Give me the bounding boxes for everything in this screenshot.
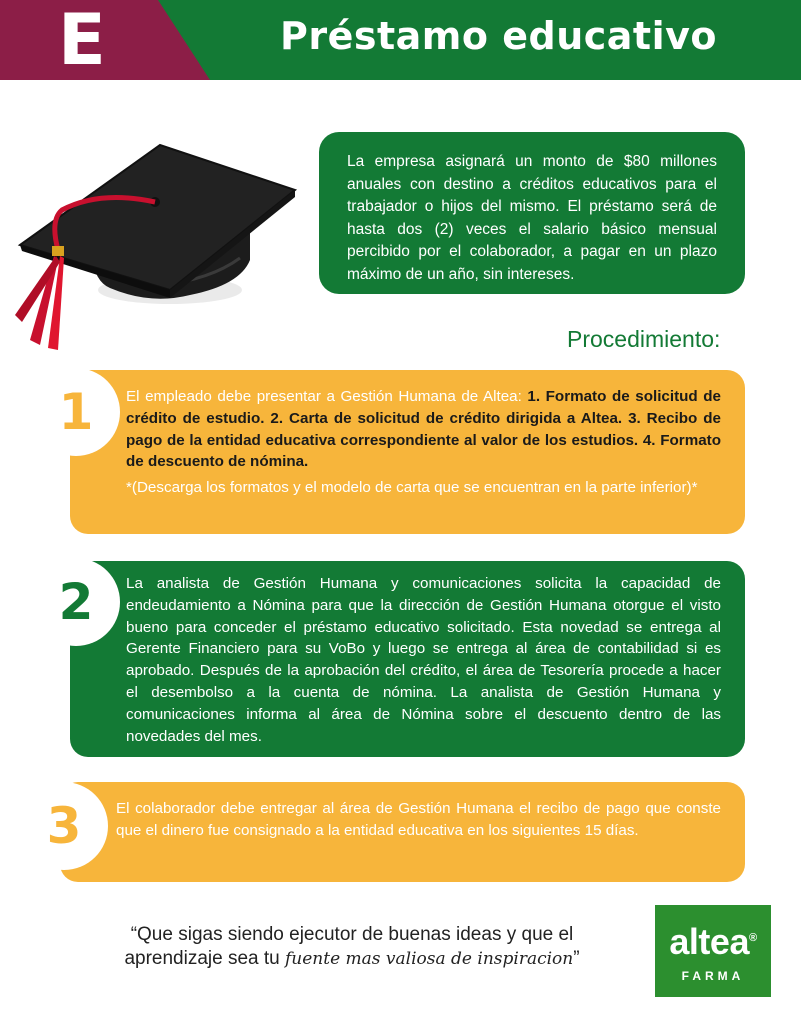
step-1-number: 1 [32, 368, 120, 456]
step-1-intro: El empleado debe presentar a Gestión Humana de Altea: [126, 388, 528, 405]
closing-quote [92, 923, 612, 971]
step-3-number: 3 [20, 782, 108, 870]
quote-line-2-start: aprendizaje sea tu [124, 948, 285, 969]
step-1-text [126, 386, 721, 473]
step-2-number: 2 [32, 558, 120, 646]
step-1-requirements: 1. Formato de solicitud de crédito de estudio. 2. Carta de solicitud de crédito dirigida a Altea. 3. Recibo de pago de la entidad educativa correspondiente al valor de los estudios. 4. Formato de descuento de nómina. [126, 388, 722, 471]
altea-logo [655, 905, 771, 997]
logo-subtitle: FARMA [681, 969, 745, 983]
step-1-note: *(Descarga los formatos y el modelo de carta que se encuentran en la parte inferior)* [126, 479, 698, 497]
step-3-box [60, 782, 745, 882]
logo-name [655, 919, 771, 961]
graduation-cap-icon [10, 140, 300, 355]
step-2-box [70, 561, 745, 757]
header-banner [0, 0, 801, 80]
quote-line-1: “Que sigas siendo ejecutor de buenas ideas y que el [130, 924, 574, 945]
header-letter: E [58, 0, 106, 81]
step-3-text: El colaborador debe entregar al área de Gestión Humana el recibo de pago que conste que el dinero fue consignado a la entidad educativa en los siguientes 15 días. [116, 800, 721, 839]
step-2-text: La analista de Gestión Humana y comunicaciones solicita la capacidad de endeudamiento a Nómina para que la dirección de Gestión Humana otorgue el visto bueno para conceder el préstamo educativo solicitado. Esta novedad se entrega al Gerente Financiero para su VoBo y luego se entrega al área de contabilidad si es aprobado. Después de la aprobación del crédito, el área de Tesorería procede a hacer el desembolso a la cuenta de nómina. La analista de Gestión Humana y comunicaciones informa al área de Nómina sobre el descuento dentro de las novedades del mes. [126, 575, 721, 745]
quote-line-2 [92, 947, 612, 971]
quote-line-2-end: ” [573, 948, 580, 969]
quote-script-text: fuente mas valiosa de inspiracion [285, 949, 574, 969]
step-1-box [70, 370, 745, 534]
intro-text: La empresa asignará un monto de $80 millones anuales con destino a créditos educativos para el trabajador o hijos del mismo. El préstamo será de hasta dos (2) veces el salario básico mensual percibido por el colaborador, a pagar en un plazo máximo de un año, sin intereses. [347, 153, 717, 283]
intro-box [319, 132, 745, 294]
procedure-title: Procedimiento: [567, 326, 721, 352]
page-title: Préstamo educativo [280, 14, 717, 58]
logo-registered-mark: ® [748, 932, 757, 944]
logo-name-text: altea [669, 921, 749, 962]
